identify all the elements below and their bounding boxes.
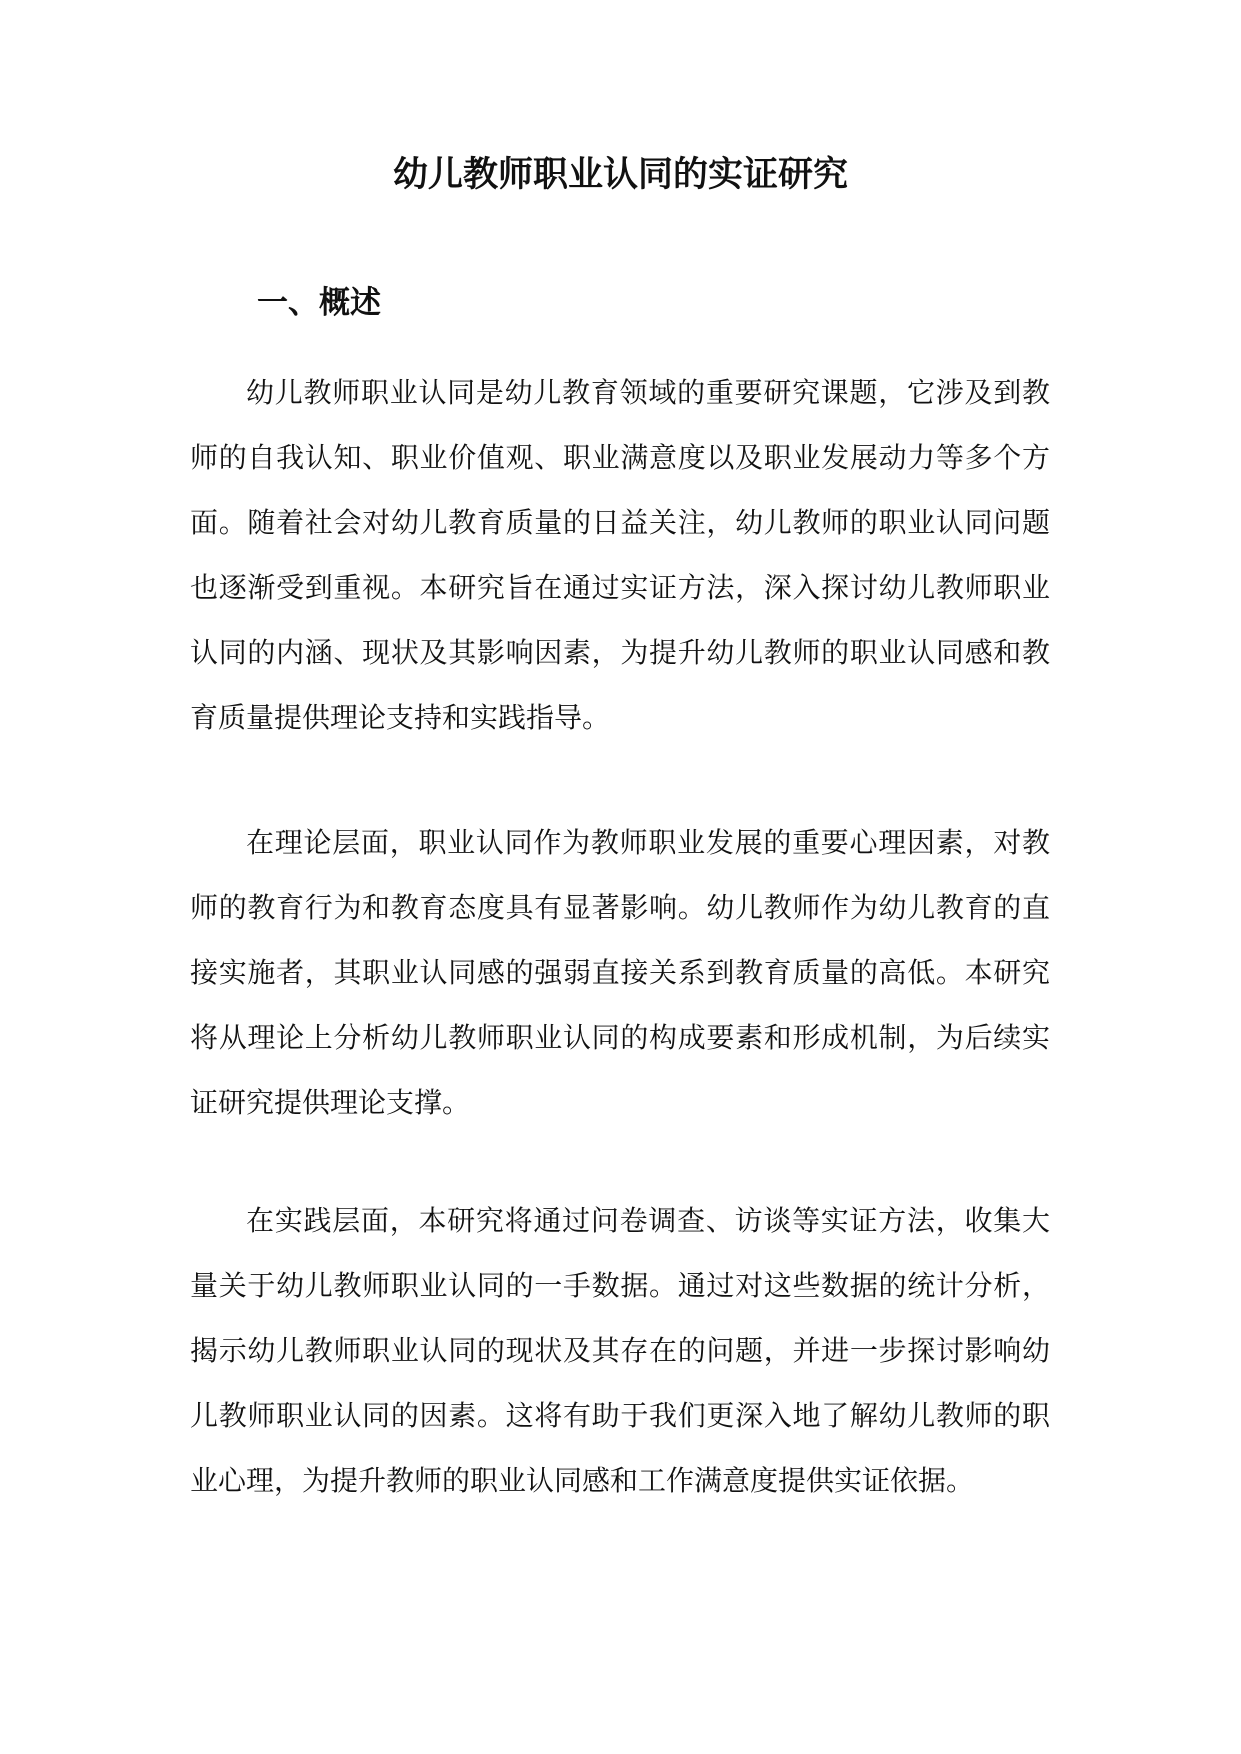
body-paragraph: 幼儿教师职业认同是幼儿教育领域的重要研究课题，它涉及到教师的自我认知、职业价值观、职业满意度以及职业发展动力等多个方面。随着社会对幼儿教育质量的日益关注，幼儿教师的职业认同问题也逐渐受到重视。本研究旨在通过实证方法，深入探讨幼儿教师职业认同的内涵、现状及其影响因素，为提升幼儿教师的职业认同感和教育质量提供理论支持和实践指导。 [190,376,1050,734]
page-title: 幼儿教师职业认同的实证研究 [392,154,848,195]
body-paragraph: 在理论层面，职业认同作为教师职业发展的重要心理因素，对教师的教育行为和教育态度具有显著影响。幼儿教师作为幼儿教育的直接实施者，其职业认同感的强弱直接关系到教育质量的高低。本研究将从理论上分析幼儿教师职业认同的构成要素和形成机制，为后续实证研究提供理论支撑。 [190,826,1050,1119]
body-paragraph: 在实践层面，本研究将通过问卷调查、访谈等实证方法，收集大量关于幼儿教师职业认同的一手数据。通过对这些数据的统计分析，揭示幼儿教师职业认同的现状及其存在的问题，并进一步探讨影响幼儿教师职业认同的因素。这将有助于我们更深入地了解幼儿教师的职业心理，为提升教师的职业认同感和工作满意度提供实证依据。 [190,1204,1050,1497]
section-heading: 一、概述 [257,285,381,321]
